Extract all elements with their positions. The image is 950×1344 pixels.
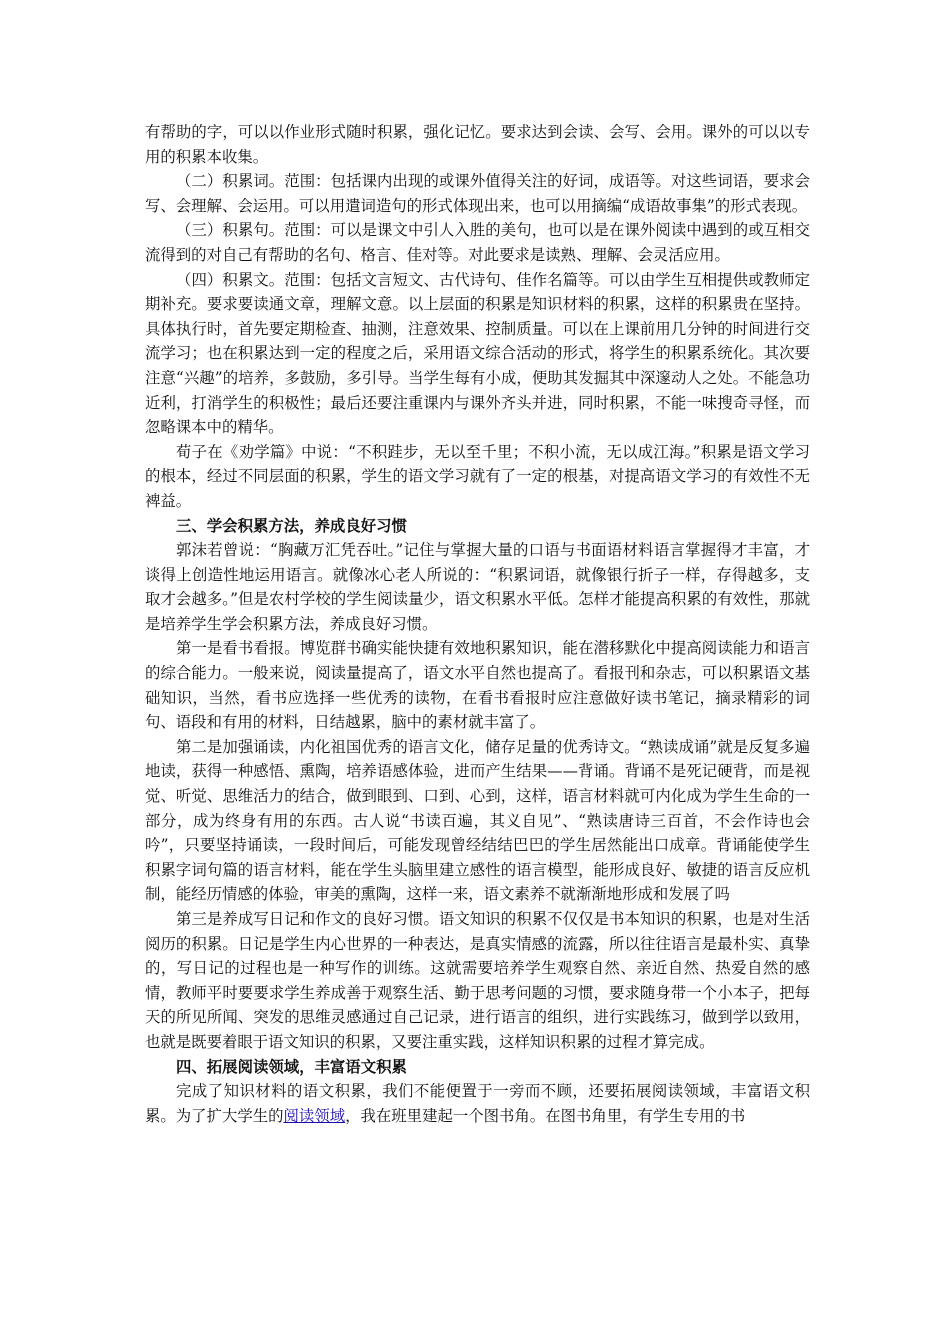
paragraph-3: （三）积累句。范围：可以是课文中引人入胜的美句，也可以是在课外阅读中遇到的或互相交流得到的对自己有帮助的名句、格言、佳对等。对此要求是读熟、理解、会灵活应用。 xyxy=(145,221,810,264)
paragraph-10-text-a: 完成了知识材料的语文积累，我们不能便置于一旁而不顾，还要拓展阅读领域，丰富语文积累。为了扩大学生的 xyxy=(145,1082,810,1125)
paragraph-5: 荀子在《劝学篇》中说：“不积跬步，无以至千里；不积小流，无以成江海。”积累是语文学习的根本，经过不同层面的积累，学生的语文学习就有了一定的根基，对提高语文学习的有效性不无裨益。 xyxy=(145,442,810,510)
paragraph-10-text-b: ，我在班里建起一个图书角。在图书角里，有学生专用的书 xyxy=(345,1106,746,1125)
section-heading-3: 三、学会积累方法，养成良好习惯 xyxy=(176,516,407,535)
paragraph-9: 第三是养成写日记和作文的良好习惯。语文知识的积累不仅仅是书本知识的积累，也是对生活阅历的积累。日记是学生内心世界的一种表达，是真实情感的流露，所以往往语言是最朴实、真挚的，写日记的过程也是一种写作的训练。这就需要培养学生观察自然、亲近自然、热爱自然的感情，教师平时要要求学生养成善于观察生活、勤于思考问题的习惯，要求随身带一个小本子，把每天的所见所闻、突发的思维灵感通过自己记录，进行语言的组织，进行实践练习，做到学以致用，也就是既要着眼于语文知识的积累，又要注重实践，这样知识积累的过程才算完成。 xyxy=(145,910,810,1051)
paragraph-2: （二）积累词。范围：包括课内出现的或课外值得关注的好词，成语等。对这些词语，要求会写、会理解、会运用。可以用遣词造句的形式体现出来，也可以用摘编“成语故事集”的形式表现。 xyxy=(145,172,810,215)
paragraph-8: 第二是加强诵读，内化祖国优秀的语言文化，储存足量的优秀诗文。“熟读成诵”就是反复多遍地读，获得一种感悟、熏陶，培养语感体验，进而产生结果——背诵。背诵不是死记硬背，而是视觉、听觉、思维活力的结合，做到眼到、口到、心到，这样，语言材料就可内化成为学生生命的一部分，成为终身有用的东西。古人说“书读百遍，其义自见”、“熟读唐诗三百首，不会作诗也会吟”，只要坚持诵读，一段时间后，可能发现曾经结结巴巴的学生居然能出口成章。背诵能使学生积累字词句篇的语言材料，能在学生头脑里建立感性的语言模型，能形成良好、敏捷的语言反应机制，能经历情感的体验，审美的熏陶，这样一来，语文素养不就渐渐地形成和发展了吗 xyxy=(145,737,810,904)
paragraph-10 xyxy=(145,1079,810,1128)
paragraph-7: 第一是看书看报。博览群书确实能快捷有效地积累知识，能在潜移默化中提高阅读能力和语言的综合能力。一般来说，阅读量提高了，语文水平自然也提高了。看报刊和杂志，可以积累语文基础知识，当然，看书应选择一些优秀的读物，在看书看报时应注意做好读书笔记，摘录精彩的词句、语段和有用的材料，日结越累，脑中的素材就丰富了。 xyxy=(145,639,810,732)
section-heading-4: 四、拓展阅读领域，丰富语文积累 xyxy=(176,1057,407,1076)
paragraph-1: 有帮助的字，可以以作业形式随时积累，强化记忆。要求达到会读、会写、会用。课外的可以以专用的积累本收集。 xyxy=(145,123,810,166)
paragraph-6: 郭沫若曾说：“胸藏万汇凭吞吐。”记住与掌握大量的口语与书面语材料语言掌握得才丰富，才谈得上创造性地运用语言。就像冰心老人所说的：“积累词语，就像银行折子一样，存得越多，支取才会越多。”但是农村学校的学生阅读量少，语文积累水平低。怎样才能提高积累的有效性，那就是培养学生学会积累方法，养成良好习惯。 xyxy=(145,541,810,633)
paragraph-4: （四）积累文。范围：包括文言短文、古代诗句、佳作名篇等。可以由学生互相提供或教师定期补充。要求要读通文章，理解文意。以上层面的积累是知识材料的积累，这样的积累贵在坚持。具体执行时，首先要定期检查、抽测，注意效果、控制质量。可以在上课前用几分钟的时间进行交流学习；也在积累达到一定的程度之后，采用语文综合活动的形式，将学生的积累系统化。其次要注意“兴趣”的培养，多鼓励，多引导。当学生每有小成，便助其发掘其中深邃动人之处。不能急功近利，打消学生的积极性；最后还要注重课内与课外齐头并进，同时积累，不能一味搜奇寻怪，而忽略课本中的精华。 xyxy=(145,270,810,437)
reading-domain-link[interactable]: 阅读领域 xyxy=(283,1106,346,1125)
document-body xyxy=(145,120,810,1128)
